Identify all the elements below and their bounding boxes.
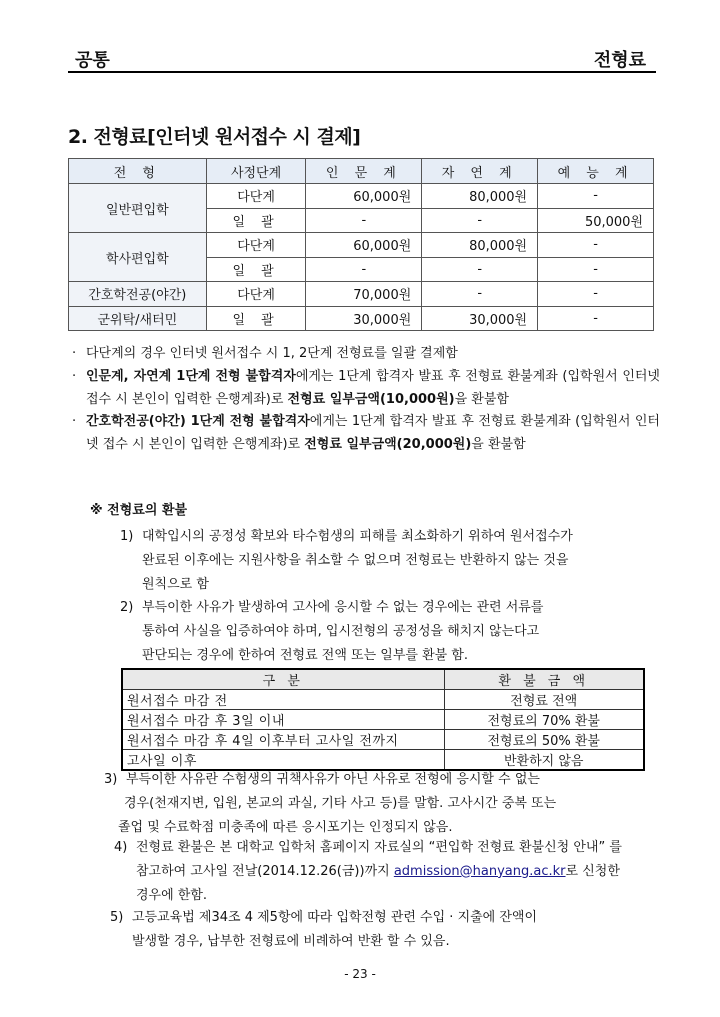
note-emphasis: 전형료 일부금액(20,000원) (304, 437, 472, 453)
refund-amount-cell: 전형료 전액 (444, 690, 644, 710)
bullet: · (72, 346, 77, 361)
fee-cell: - (306, 257, 422, 282)
refund-amount-cell: 반환하지 않음 (444, 750, 644, 771)
col-header: 사정단계 (206, 159, 306, 184)
col-header: 인 문 계 (306, 159, 422, 184)
refund-table (121, 668, 645, 771)
fee-cell: - (538, 257, 654, 282)
note-emphasis: 간호학전공(야간) 1단계 전형 불합격자 (86, 414, 310, 430)
note-text: 을 환불함 (454, 391, 509, 407)
section-title: 2. 전형료[인터넷 원서접수 시 결제] (68, 126, 361, 148)
table-row (122, 730, 644, 750)
period-cell: 원서접수 마감 후 3일 이내 (122, 710, 444, 730)
col-header: 전 형 (69, 159, 207, 184)
header-right: 전형료 (593, 50, 646, 71)
col-header: 환 불 금 액 (444, 669, 644, 690)
item-text: 로 신청한 (565, 863, 620, 879)
header-divider (68, 71, 656, 73)
note-text: 에게는 1단계 합격자 발표 후 전형료 환불계좌 (입학원서 인터넷 접수 시 본인이 입력한 은행계좌)로 (86, 414, 660, 453)
admission-type: 일반편입학 (69, 184, 207, 233)
fee-cell: 50,000원 (538, 208, 654, 233)
note-text: 다단계의 경우 인터넷 원서접수 시 1, 2단계 전형료를 일괄 결제함 (86, 346, 458, 361)
item-text: 참고하여 고사일 전날(2014.12.26(금))까지 (136, 863, 394, 879)
fee-cell: - (538, 233, 654, 258)
item-line: 대학입시의 공정성 확보와 타수험생의 피해를 최소화하기 위하여 원서접수가 (142, 529, 573, 544)
note-emphasis: 전형료 일부금액(10,000원) (287, 391, 455, 407)
bullet: · (72, 368, 77, 384)
admission-type: 간호학전공(야간) (69, 282, 207, 307)
refund-item-2 (120, 596, 662, 667)
table-row (122, 710, 644, 730)
item-number: 1) (120, 529, 134, 544)
fee-cell: - (422, 282, 538, 307)
table-row (122, 690, 644, 710)
fee-cell: - (306, 208, 422, 233)
stage-cell: 다단계 (206, 282, 306, 307)
item-line: 판단되는 경우에 한하여 전형료 전액 또는 일부를 환불 함. (142, 647, 469, 663)
period-cell: 고사일 이후 (122, 750, 444, 771)
fee-table (68, 158, 654, 331)
period-cell: 원서접수 마감 후 4일 이후부터 고사일 전까지 (122, 730, 444, 750)
item-line: 부득이한 사유란 수험생의 귀책사유가 아닌 사유로 전형에 응시할 수 없는 (126, 772, 540, 787)
table-row (69, 233, 654, 258)
col-header: 자 연 계 (422, 159, 538, 184)
item-line (136, 860, 660, 884)
item-line: 졸업 및 수료학점 미충족에 따른 응시포기는 인정되지 않음. (118, 819, 453, 835)
fee-cell: - (538, 184, 654, 209)
refund-amount-cell: 전형료의 50% 환불 (444, 730, 644, 750)
item-line: 완료된 이후에는 지원사항을 취소할 수 없으며 전형료는 반환하지 않는 것을 (142, 552, 569, 568)
table-row (69, 282, 654, 307)
stage-cell: 일 괄 (206, 257, 306, 282)
fee-cell: 60,000원 (306, 233, 422, 258)
admission-type: 학사편입학 (69, 233, 207, 282)
item-number: 5) (110, 910, 124, 925)
stage-cell: 다단계 (206, 184, 306, 209)
fee-cell: 70,000원 (306, 282, 422, 307)
item-line: 원칙으로 함 (142, 576, 209, 592)
fee-cell: - (538, 282, 654, 307)
page-number: - 23 - (344, 967, 376, 981)
email-link[interactable]: admission@hanyang.ac.kr (393, 863, 566, 879)
header-left: 공통 (75, 50, 110, 71)
fee-cell: - (538, 306, 654, 331)
fee-cell: 60,000원 (306, 184, 422, 209)
note-text: 을 환불함 (471, 437, 526, 453)
item-number: 2) (120, 600, 134, 615)
item-line: 경우(천재지변, 입원, 본교의 과실, 기타 사고 등)를 말함. 고사시간 중복 또는 (124, 795, 557, 811)
item-number: 3) (104, 772, 118, 787)
bullet: · (72, 414, 77, 430)
admission-type: 군위탁/새터민 (69, 306, 207, 331)
refund-item-3 (104, 768, 660, 839)
stage-cell: 일 괄 (206, 306, 306, 331)
refund-item-4 (114, 836, 660, 907)
note-emphasis: 인문계, 자연계 1단계 전형 불합격자 (86, 368, 296, 384)
item-line: 고등교육법 제34조 4 제5항에 따라 입학전형 관련 수입 · 지출에 잔액이 (132, 910, 538, 925)
note-item (70, 366, 660, 412)
stage-cell: 다단계 (206, 233, 306, 258)
note-item (70, 343, 660, 366)
period-cell: 원서접수 마감 전 (122, 690, 444, 710)
note-text: 에게는 1단계 합격자 발표 후 전형료 환불계좌 (입학원서 인터넷 접수 시 본인이 입력한 은행계좌)로 (86, 368, 660, 407)
refund-item-5 (110, 906, 660, 954)
col-header: 예 능 계 (538, 159, 654, 184)
item-line: 발생할 경우, 납부한 전형료에 비례하여 반환 할 수 있음. (132, 933, 450, 949)
stage-cell: 일 괄 (206, 208, 306, 233)
table-row (69, 184, 654, 209)
note-item (70, 411, 660, 457)
refund-table-header-row (122, 669, 644, 690)
fee-table-header-row (69, 159, 654, 184)
item-line: 부득이한 사유가 발생하여 고사에 응시할 수 없는 경우에는 관련 서류를 (142, 600, 544, 615)
col-header: 구 분 (122, 669, 444, 690)
refund-title: ※ 전형료의 환불 (90, 503, 188, 518)
fee-cell: 30,000원 (422, 306, 538, 331)
item-number: 4) (114, 840, 128, 855)
fee-cell: 80,000원 (422, 233, 538, 258)
fee-cell: 30,000원 (306, 306, 422, 331)
refund-amount-cell: 전형료의 70% 환불 (444, 710, 644, 730)
table-row (69, 306, 654, 331)
item-line: 전형료 환불은 본 대학교 입학처 홈페이지 자료실의 “편입학 전형료 환불신청 안내” 를 (136, 840, 622, 855)
fee-notes (70, 343, 660, 457)
fee-cell: - (422, 208, 538, 233)
item-line: 통하여 사실을 입증하여야 하며, 입시전형의 공정성을 해치지 않는다고 (142, 623, 540, 639)
fee-cell: 80,000원 (422, 184, 538, 209)
refund-item-1 (120, 525, 662, 596)
item-line: 경우에 한함. (136, 887, 208, 903)
table-row (122, 750, 644, 771)
fee-cell: - (422, 257, 538, 282)
